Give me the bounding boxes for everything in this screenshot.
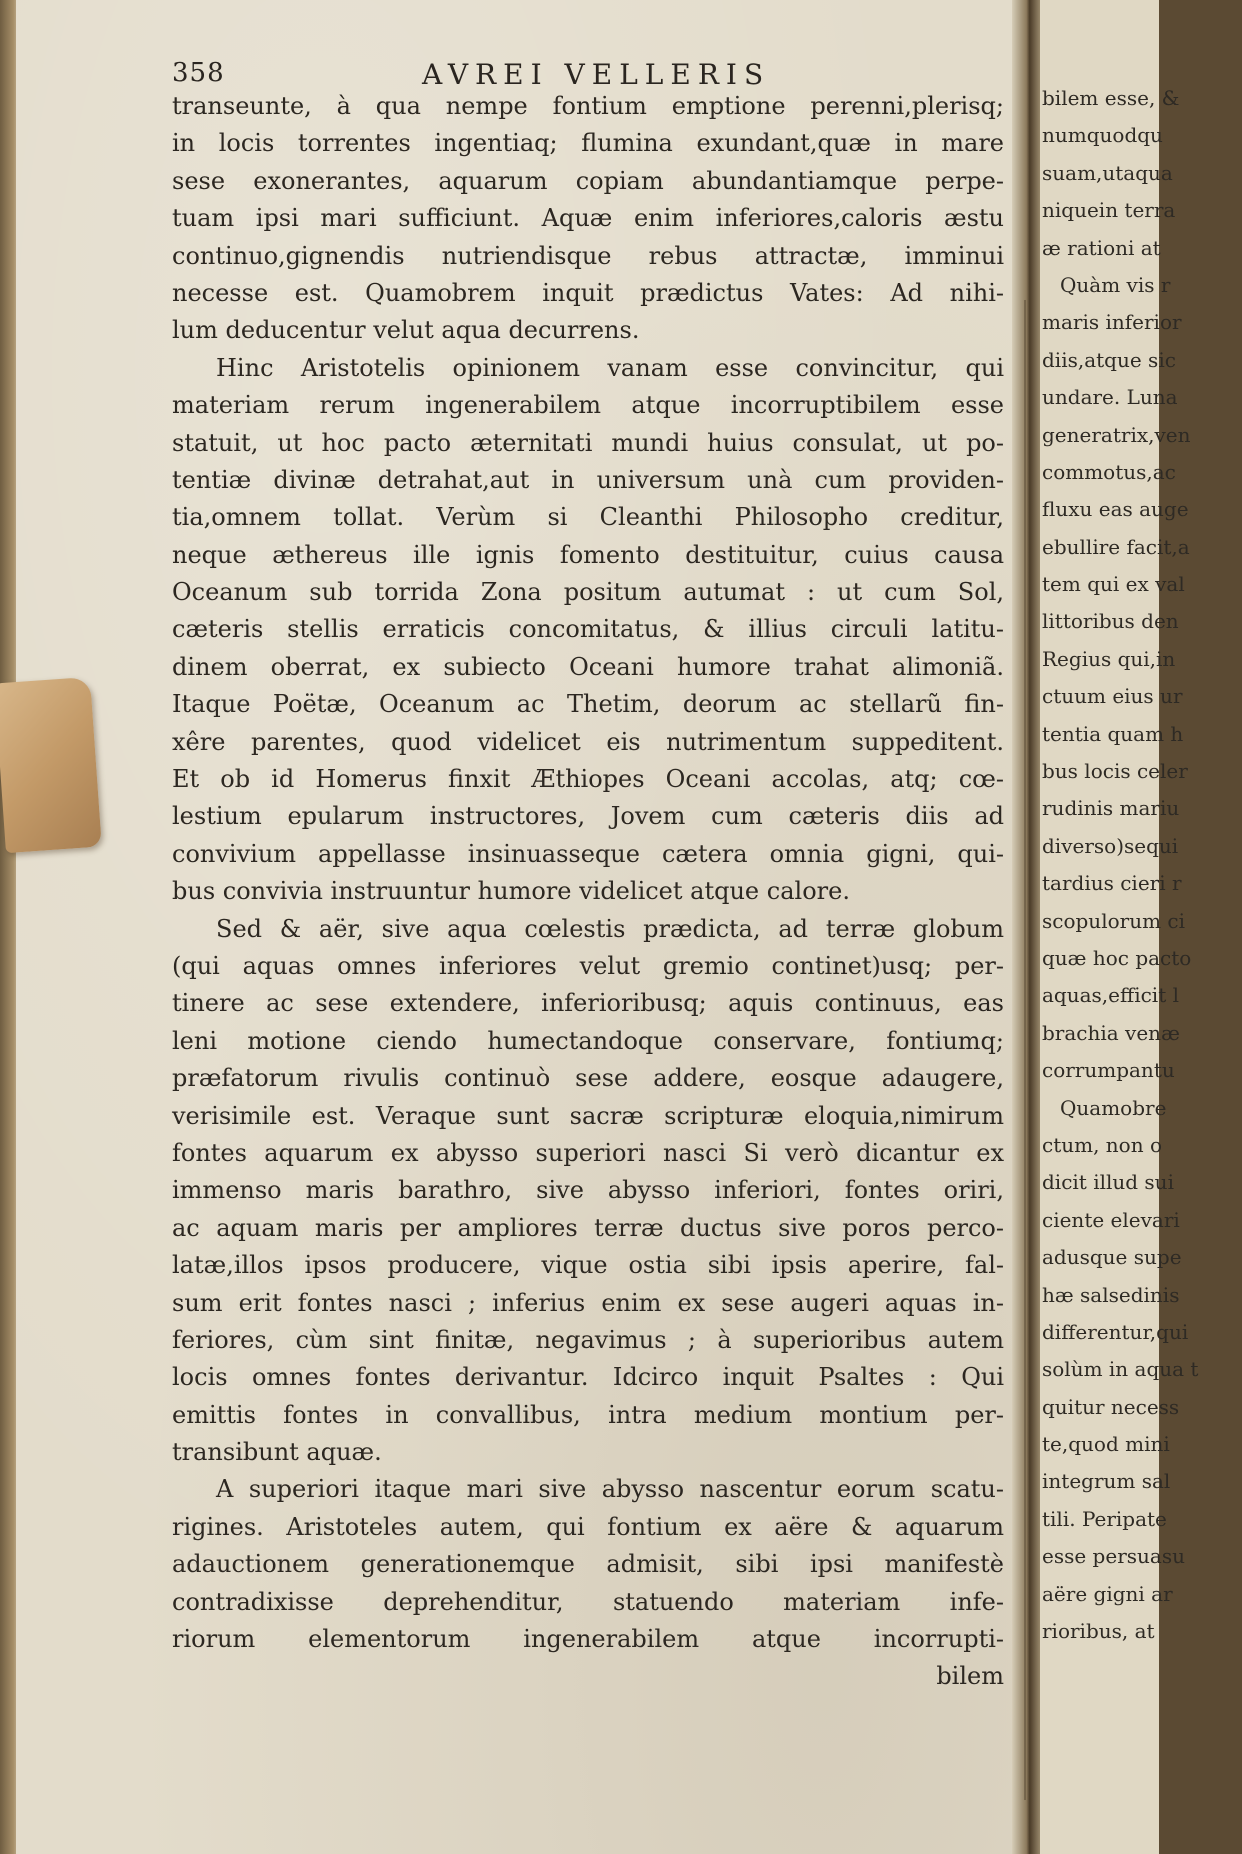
text-line: continuo,gignendis nutriendisque rebus attractæ, imminui (172, 241, 1004, 270)
right-page-line: scopulorum ci (1042, 908, 1185, 933)
right-page-line: hæ salsedinis (1042, 1282, 1180, 1307)
text-line: in locis torrentes ingentiaq; flumina exundant,quæ in mare (172, 129, 1004, 158)
text-line: tuam ipsi mari sufficiunt. Aquæ enim inferiores,caloris æstu (172, 204, 1004, 233)
text-line: convivium appellasse insinuasseque cætera omnia gigni, qui- (172, 839, 1004, 868)
right-page-line: Regius qui,in (1042, 646, 1176, 671)
text-line: rigines. Aristoteles autem, qui fontium ex aëre & aquarum (172, 1512, 1004, 1541)
right-page-line: diverso)sequi (1042, 833, 1179, 858)
right-page-line: Quamobre (1060, 1095, 1167, 1120)
text-line: (qui aquas omnes inferiores velut gremio continet)usq; per- (172, 951, 1004, 980)
text-line: tinere ac sese extendere, inferioribusq; aquis continuus, eas (172, 989, 1004, 1018)
right-page-line: quæ hoc pacto (1042, 945, 1192, 970)
right-page-fragment (1040, 0, 1199, 1854)
right-page-line: dicit illud sui (1042, 1170, 1174, 1195)
right-page-line: tardius cieri r (1042, 871, 1182, 896)
right-page-line: tili. Peripate (1042, 1506, 1167, 1531)
text-line: xêre parentes, quod videlicet eis nutrimentum suppeditent. (172, 727, 1004, 756)
text-line: immenso maris barathro, sive abysso inferiori, fontes oriri, (172, 1176, 1004, 1205)
text-line: sese exonerantes, aquarum copiam abundantiamque perpe- (172, 166, 1004, 195)
text-line: Sed & aër, sive aqua cœlestis prædicta, ad terræ globum (216, 914, 1004, 943)
right-page-line: solùm in aqua t (1042, 1357, 1199, 1382)
right-page-line: te,quod mini (1042, 1432, 1170, 1457)
right-page-line: ebullire facit,a (1042, 534, 1190, 559)
text-line: lum deducentur velut aqua decurrens. (172, 316, 640, 345)
text-line: Et ob id Homerus finxit Æthiopes Oceani accolas, atq; cœ- (172, 765, 1004, 794)
right-page-line: suam,utaqua (1042, 160, 1173, 185)
text-line: necesse est. Quamobrem inquit prædictus Vates: Ad nihi- (172, 278, 1004, 307)
text-line: verisimile est. Veraque sunt sacræ scripturæ eloquia,nimirum (172, 1101, 1004, 1130)
text-line: transibunt aquæ. (172, 1438, 382, 1467)
right-page-line: commotus,ac (1042, 459, 1176, 484)
running-head: AVREI VELLERIS (422, 58, 771, 91)
right-page-line: maris inferior (1042, 310, 1182, 335)
text-line: transeunte, à qua nempe fontium emptione perenni,plerisq; (172, 92, 1004, 120)
right-page-line: numquodqu (1042, 123, 1163, 148)
text-line: A superiori itaque mari sive abysso nascentur eorum scatu- (216, 1475, 1004, 1504)
right-page-line: differentur,qui (1042, 1319, 1189, 1344)
right-page-line: tem qui ex val (1042, 572, 1185, 597)
text-line: præfatorum rivulis continuò sese addere, eosque adaugere, (172, 1064, 1004, 1093)
right-page-line: tentia quam h (1042, 721, 1184, 746)
right-page-line: diis,atque sic (1042, 347, 1176, 372)
text-line: contradixisse deprehenditur, statuendo materiam infe- (172, 1587, 1004, 1616)
right-page-line: quitur necess (1042, 1394, 1180, 1419)
right-page-line: brachia venæ (1042, 1020, 1180, 1045)
page-crease (1024, 300, 1026, 1800)
right-page-line: undare. Luna (1042, 385, 1178, 410)
text-line: neque æthereus ille ignis fomento destituitur, cuius causa (172, 540, 1004, 569)
text-line: materiam rerum ingenerabilem atque incorruptibilem esse (172, 391, 1004, 420)
text-line: riorum elementorum ingenerabilem atque incorrupti- (172, 1625, 1004, 1654)
text-line: sum erit fontes nasci ; inferius enim ex sese augeri aquas in- (172, 1288, 1004, 1317)
right-page-line: niquein terra (1042, 198, 1176, 223)
text-line: locis omnes fontes derivantur. Idcirco inquit Psaltes : Qui (172, 1363, 1004, 1392)
main-text-block (172, 88, 1004, 1696)
text-line: fontes aquarum ex abysso superiori nasci Si verò dicantur ex (172, 1138, 1004, 1167)
right-page-line: æ rationi at (1042, 235, 1161, 260)
right-page-line: fluxu eas auge (1042, 497, 1189, 522)
text-line: latæ,illos ipsos producere, vique ostia sibi ipsis aperire, fal- (172, 1251, 1004, 1280)
catchword: bilem (936, 1662, 1004, 1691)
text-line: cæteris stellis erraticis concomitatus, & illius circuli latitu- (172, 615, 1004, 644)
text-line: bus convivia instruuntur humore videlicet atque calore. (172, 877, 850, 906)
text-line: Itaque Poëtæ, Oceanum ac Thetim, deorum ac stellarũ fin- (172, 690, 1004, 719)
right-page-line: adusque supe (1042, 1245, 1182, 1270)
right-page-line: aëre gigni ar (1042, 1581, 1173, 1606)
text-line: leni motione ciendo humectandoque conservare, fontiumq; (172, 1026, 1004, 1055)
text-line: tentiæ divinæ detrahat,aut in universum unà cum providen- (172, 465, 1004, 494)
text-line: Hinc Aristotelis opinionem vanam esse convincitur, qui (216, 353, 1004, 382)
right-page-line: esse persuasu (1042, 1544, 1185, 1569)
right-page-line: ctum, non o (1042, 1132, 1162, 1157)
right-page-line: Quàm vis r (1060, 272, 1171, 297)
text-line: dinem oberrat, ex subiecto Oceani humore trahat alimoniã. (172, 652, 1004, 681)
right-page-line: aquas,efficit l (1042, 983, 1179, 1008)
text-line: tia,omnem tollat. Verùm si Cleanthi Philosopho creditur, (172, 503, 1004, 532)
text-line: emittis fontes in convallibus, intra medium montium per- (172, 1400, 1004, 1429)
right-page-line: ctuum eius ur (1042, 684, 1183, 709)
right-page-line: ciente elevari (1042, 1207, 1180, 1232)
text-line: feriores, cùm sint finitæ, negavimus ; à superioribus autem (172, 1325, 1004, 1354)
right-page-line: corrumpantu (1042, 1058, 1175, 1083)
right-page-line: bilem esse, & (1042, 86, 1180, 110)
text-line: adauctionem generationemque admisit, sibi ipsi manifestè (172, 1550, 1004, 1579)
text-line: lestium epularum instructores, Jovem cum cæteris diis ad (172, 802, 1004, 831)
paper-bookmark (0, 677, 102, 853)
right-page-line: rudinis mariu (1042, 796, 1180, 821)
right-page-line: bus locis celer (1042, 759, 1188, 784)
page-number: 358 (172, 58, 225, 88)
text-line: statuit, ut hoc pacto æternitati mundi huius consulat, ut po- (172, 428, 1004, 457)
right-page-text (1042, 80, 1242, 1650)
right-page-line: littoribus den (1042, 609, 1179, 634)
right-page-line: rioribus, at (1042, 1619, 1155, 1644)
text-line: Oceanum sub torrida Zona positum autumat : ut cum Sol, (172, 578, 1004, 607)
right-page-line: integrum sal (1042, 1469, 1171, 1494)
right-page-line: generatrix,ven (1042, 422, 1191, 447)
text-line: ac aquam maris per ampliores terræ ductus sive poros perco- (172, 1213, 1004, 1242)
